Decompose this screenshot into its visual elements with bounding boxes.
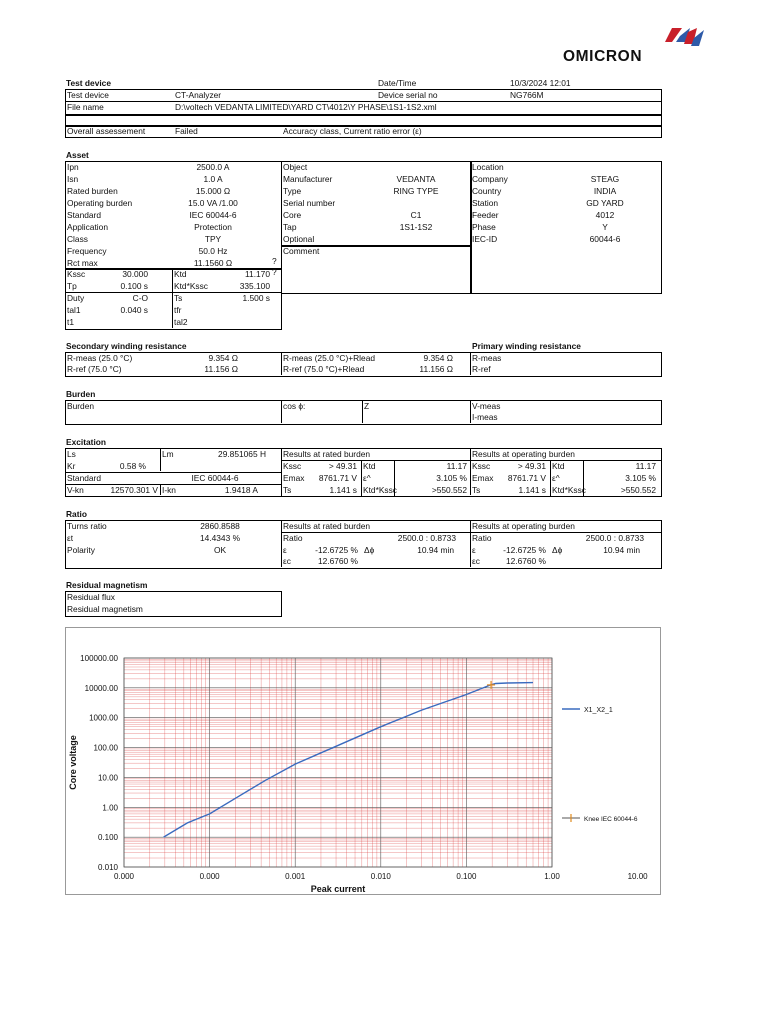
- primary-title: Primary winding resistance: [472, 341, 581, 351]
- asset-pair-value2-2: 1.500 s: [242, 293, 270, 303]
- location-value-1: INDIA: [593, 186, 617, 196]
- exc-rated-value-2: 1.141 s: [329, 485, 357, 495]
- ratio-rated-e-label: ε: [283, 545, 287, 555]
- sec-rref-value: 11.156 Ω: [204, 364, 238, 374]
- asset-value-6: TPY: [204, 234, 222, 244]
- burden-label: Burden: [67, 401, 95, 411]
- ratio-rated-ec-label: εc: [283, 556, 291, 566]
- y-tick-label: 100000.00: [80, 654, 118, 663]
- x-tick-label: 0.000: [199, 872, 220, 881]
- ratio-rated-ratio-label: Ratio: [283, 533, 303, 543]
- asset-pair-label2-0: Ktd: [174, 269, 187, 279]
- asset-pair-value2-0: 11.170: [245, 269, 270, 279]
- object-value-1: RING TYPE: [393, 186, 439, 196]
- asset-title: Asset: [66, 150, 89, 160]
- ikn-label: I-kn: [162, 485, 176, 495]
- location-label-3: Feeder: [472, 210, 499, 220]
- ratio-op-dphi-value: 10.94 min: [603, 545, 640, 555]
- ratio-operating-title: Results at operating burden: [472, 521, 575, 531]
- v-meas-label: V-meas: [472, 401, 501, 411]
- x-tick-label: 0.001: [285, 872, 306, 881]
- date-label: Date/Time: [378, 78, 417, 88]
- file-name-label: File name: [67, 102, 104, 112]
- kr-value: 0.58 %: [119, 461, 146, 471]
- z-label: Z: [364, 401, 370, 411]
- y-tick-label: 1000.00: [89, 713, 118, 723]
- x-tick-label: 0.010: [370, 872, 391, 881]
- exc-rated-label-0: Kssc: [283, 461, 302, 471]
- ratio-op-ratio-label: Ratio: [472, 533, 492, 543]
- omicron-wordmark: OMICRON: [563, 48, 643, 65]
- location-value-3: 4012: [595, 210, 615, 220]
- residual-magnetism-label: Residual magnetism: [67, 604, 143, 614]
- asset-label-5: Application: [67, 222, 108, 232]
- exc-operating-label2-0: Ktd: [552, 461, 565, 471]
- asset-pair-value2-1: 335.100: [239, 281, 270, 291]
- sec-rref-label: R-ref (75.0 °C): [67, 364, 122, 374]
- asset-pair-flag-0: ?: [272, 267, 277, 277]
- ratio-rated-dphi-label: Δϕ: [364, 545, 375, 555]
- exc-rated-value2-2: >550.552: [431, 485, 467, 495]
- asset-value-1: 1.0 A: [203, 174, 223, 184]
- exc-rated-label2-2: Ktd*Kssc: [363, 485, 397, 495]
- i-meas-label: I-meas: [472, 412, 498, 422]
- exc-rated-label-1: Emax: [283, 473, 305, 483]
- y-tick-label: 10000.00: [84, 683, 118, 693]
- exc-rated-label2-0: Ktd: [363, 461, 376, 471]
- lm-value: 29.851065 H: [218, 449, 266, 459]
- exc-operating-value2-1: 3.105 %: [625, 473, 656, 483]
- location-label-1: Country: [472, 186, 502, 196]
- ratio-op-ec-value: 12.6760 %: [505, 556, 546, 566]
- exc-operating-label2-1: ε^: [552, 473, 560, 483]
- asset-value-3: 15.0 VA /1.00: [188, 198, 238, 208]
- comment-label: Comment: [283, 246, 320, 256]
- location-label-5: IEC-ID: [472, 234, 498, 244]
- location-value-0: STEAG: [590, 174, 620, 184]
- object-title: Object: [283, 162, 308, 172]
- location-value-4: Y: [602, 222, 608, 232]
- object-label-2: Serial number: [283, 198, 336, 208]
- asset-label-4: Standard: [67, 210, 101, 220]
- exc-operating-value2-2: >550.552: [620, 485, 656, 495]
- exc-operating-label-1: Emax: [472, 473, 494, 483]
- ratio-rated-ratio-value: 2500.0 : 0.8733: [397, 533, 456, 543]
- location-value-2: GD YARD: [586, 198, 624, 208]
- asset-pair-value-2: C-O: [132, 293, 148, 303]
- x-tick-label: 0.100: [456, 872, 477, 881]
- ratio-rated-e-value: -12.6725 %: [315, 545, 358, 555]
- x-tick-label: 10.00: [627, 872, 648, 881]
- exc-rated-value2-1: 3.105 %: [436, 473, 467, 483]
- burden-title: Burden: [66, 389, 96, 399]
- exc-rated-value-1: 8761.71 V: [318, 473, 357, 483]
- polarity-label: Polarity: [67, 545, 95, 555]
- object-label-1: Type: [283, 186, 302, 196]
- exc-rated-value-0: > 49.31: [328, 461, 357, 471]
- x-tick-label: 0.000: [113, 872, 135, 881]
- asset-pair-label-1: Tp: [67, 281, 77, 291]
- sec-rmeas-label: R-meas (25.0 °C): [67, 353, 133, 363]
- asset-pair-label-2: Duty: [67, 293, 85, 303]
- exc-operating-title: Results at operating burden: [472, 449, 575, 459]
- y-axis-label: Core voltage: [68, 735, 78, 790]
- ratio-rated-title: Results at rated burden: [283, 521, 371, 531]
- ratio-op-ec-label: εc: [472, 556, 480, 566]
- location-title: Location: [472, 162, 504, 172]
- asset-pair-label-4: t1: [67, 317, 74, 327]
- ratio-title: Ratio: [66, 509, 87, 519]
- test-device-label: Test device: [67, 90, 109, 100]
- asset-value-4: IEC 60044-6: [189, 210, 237, 220]
- asset-label-1: Isn: [67, 174, 79, 184]
- object-label-3: Core: [283, 210, 302, 220]
- asset-pair-value-1: 0.100 s: [120, 281, 148, 291]
- exc-operating-value-2: 1.141 s: [518, 485, 546, 495]
- asset-pair-label2-4: tal2: [174, 317, 188, 327]
- ratio-rated-dphi-value: 10.94 min: [417, 545, 454, 555]
- cos-phi-label: cos ϕ:: [283, 401, 306, 411]
- legend-knee-label: Knee IEC 60044-6: [584, 816, 638, 823]
- object-label-5: Optional: [283, 234, 315, 244]
- asset-value-2: 15.000 Ω: [195, 186, 231, 196]
- sec-rref-rlead-value: 11.156 Ω: [419, 364, 453, 374]
- legend-series-label: X1_X2_1: [584, 707, 613, 714]
- et-value: 14.4343 %: [199, 533, 241, 543]
- vkn-label: V-kn: [67, 485, 84, 495]
- asset-flag-8: ?: [272, 256, 277, 266]
- sec-rmeas-value: 9.354 Ω: [208, 353, 238, 363]
- asset-pair-value-0: 30.000: [122, 269, 148, 279]
- object-label-0: Manufacturer: [283, 174, 333, 184]
- turns-ratio-label: Turns ratio: [67, 521, 107, 531]
- ratio-rated-ec-value: 12.6760 %: [317, 556, 358, 566]
- vkn-value: 12570.301 V: [110, 485, 158, 495]
- asset-value-0: 2500.0 A: [196, 162, 230, 172]
- pri-rmeas-label: R-meas: [472, 353, 502, 363]
- secondary-title: Secondary winding resistance: [66, 341, 187, 351]
- omicron-logo: [563, 26, 705, 66]
- asset-label-6: Class: [67, 234, 88, 244]
- exc-operating-value-1: 8761.71 V: [507, 473, 546, 483]
- object-value-0: VEDANTA: [396, 174, 436, 184]
- ratio-op-dphi-label: Δϕ: [552, 545, 563, 555]
- x-tick-label: 1.00: [544, 872, 560, 881]
- asset-label-0: Ipn: [67, 162, 79, 172]
- exc-rated-title: Results at rated burden: [283, 449, 371, 459]
- location-label-4: Phase: [472, 222, 496, 232]
- exc-operating-value-0: > 49.31: [517, 461, 546, 471]
- ikn-value: 1.9418 A: [224, 485, 258, 495]
- exc-standard-value: IEC 60044-6: [191, 473, 239, 483]
- exc-standard-label: Standard: [67, 473, 101, 483]
- asset-pair-label2-2: Ts: [174, 293, 183, 303]
- excitation-title: Excitation: [66, 437, 107, 447]
- kr-label: Kr: [67, 461, 76, 471]
- pri-rref-label: R-ref: [472, 364, 491, 374]
- asset-pair-label-0: Kssc: [67, 269, 86, 279]
- location-value-5: 60044-6: [589, 234, 621, 244]
- location-label-0: Company: [472, 174, 508, 184]
- file-name-value: D:\voltech VEDANTA LIMITED\YARD CT\4012\Y PHASE\1S1-1S2.xml: [175, 102, 437, 112]
- date-value: 10/3/2024 12:01: [510, 78, 571, 88]
- excitation-chart: [65, 627, 661, 895]
- ratio-op-ratio-value: 2500.0 : 0.8733: [585, 533, 644, 543]
- sec-rmeas-rlead-label: R-meas (25.0 °C)+Rlead: [283, 353, 376, 363]
- object-label-4: Tap: [283, 222, 297, 232]
- asset-value-7: 50.0 Hz: [198, 246, 228, 256]
- test-device-title: Test device: [66, 78, 111, 88]
- polarity-value: OK: [213, 545, 227, 555]
- exc-operating-label-2: Ts: [472, 485, 481, 495]
- serial-value: NG766M: [510, 90, 544, 100]
- assessment-label: Overall assessement: [67, 126, 146, 136]
- asset-label-3: Operating burden: [67, 198, 133, 208]
- asset-label-8: Rct max: [67, 258, 98, 268]
- object-value-3: C1: [410, 210, 422, 220]
- ratio-op-e-label: ε: [472, 545, 476, 555]
- exc-operating-label2-2: Ktd*Kssc: [552, 485, 586, 495]
- exc-rated-label2-1: ε^: [363, 473, 371, 483]
- asset-label-7: Frequency: [67, 246, 107, 256]
- asset-value-5: Protection: [194, 222, 232, 232]
- et-label: εt: [67, 533, 74, 543]
- test-device-value: CT-Analyzer: [175, 90, 222, 100]
- asset-label-2: Rated burden: [67, 186, 118, 196]
- ratio-op-e-value: -12.6725 %: [503, 545, 546, 555]
- asset-pair-label-3: tal1: [67, 305, 81, 315]
- exc-rated-value2-0: 11.17: [446, 461, 467, 471]
- location-label-2: Station: [472, 198, 499, 208]
- assessment-note: Accuracy class, Current ratio error (ε): [283, 126, 422, 136]
- asset-pair-label2-1: Ktd*Kssc: [174, 281, 208, 291]
- assessment-value: Failed: [175, 126, 198, 136]
- ls-label: Ls: [67, 449, 76, 459]
- asset-pair-value-3: 0.040 s: [120, 305, 148, 315]
- lm-label: Lm: [162, 449, 174, 459]
- serial-label: Device serial no: [378, 90, 438, 100]
- excitation-chart-svg: [66, 628, 660, 894]
- asset-pair-label2-3: tfr: [174, 305, 182, 315]
- y-tick-label: 100.00: [93, 743, 118, 753]
- exc-rated-label-2: Ts: [283, 485, 292, 495]
- x-axis-label: Peak current: [310, 884, 366, 894]
- y-tick-label: 1.00: [102, 803, 118, 813]
- y-tick-label: 10.00: [97, 773, 118, 783]
- asset-value-8: 11.1560 Ω: [193, 258, 233, 268]
- sec-rmeas-rlead-value: 9.354 Ω: [423, 353, 453, 363]
- turns-ratio-value: 2860.8588: [200, 521, 240, 531]
- object-value-4: 1S1-1S2: [399, 222, 433, 232]
- exc-operating-label-0: Kssc: [472, 461, 491, 471]
- y-tick-label: 0.010: [97, 863, 118, 872]
- exc-operating-value2-0: 11.17: [635, 461, 656, 471]
- residual-title: Residual magnetism: [66, 580, 148, 590]
- sec-rref-rlead-label: R-ref (75.0 °C)+Rlead: [283, 364, 365, 374]
- residual-flux-label: Residual flux: [67, 592, 115, 602]
- y-tick-label: 0.100: [97, 833, 118, 843]
